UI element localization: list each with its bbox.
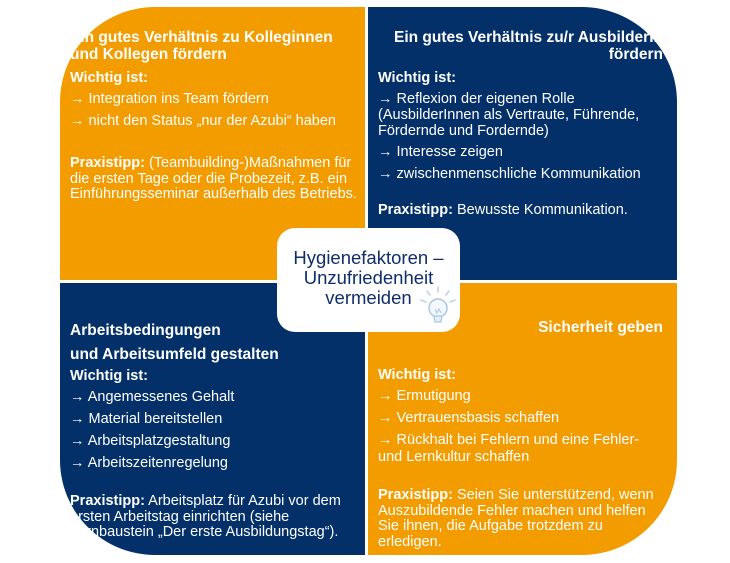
list-item: → Integration ins Team fördern — [70, 91, 269, 107]
tip-text: Arbeitsplatz für Azubi vor dem ersten Arbeitstag einrichten (siehe Lernbaustein „Der erste Ausbildungstag“). — [70, 493, 341, 540]
tip-label: Praxistipp: — [378, 202, 453, 218]
center-line: Hygienefaktoren – — [293, 247, 444, 268]
list-item: → Rückhalt bei Fehlern und eine Fehler- und Lernkultur schaffen — [378, 432, 640, 465]
quadrant-title: Sicherheit geben — [538, 319, 663, 336]
center-line: Unzufriedenheit — [303, 267, 434, 288]
list-item: → nicht den Status „nur der Azubi“ haben — [70, 113, 336, 129]
list-item: → Angemessenes Gehalt — [70, 389, 235, 405]
tip-text: Bewusste Kommunikation. — [452, 202, 628, 218]
list-item: → Vertrauensbasis schaffen — [378, 410, 560, 426]
tip-label: Praxistipp: — [378, 487, 453, 503]
quadrant-subtitle: Wichtig ist: — [378, 70, 457, 86]
tip-text: (Teambuilding-)Maßnahmen für die ersten Tage oder die Probezeit, z.B. ein Einführungsseminar außerhalb des Betriebs. — [70, 155, 357, 202]
quadrant-title-line2: und Arbeitsumfeld gestalten — [70, 346, 279, 363]
tip-label: Praxistipp: — [70, 493, 145, 509]
tip-text: Seien Sie unterstützend, wenn Auszubildende Fehler machen und helfen Sie ihnen, die Aufgabe trotzdem zu erledigen. — [378, 487, 654, 550]
practice-tip — [70, 156, 357, 203]
practice-tip — [70, 494, 357, 541]
lightbulb-icon — [418, 285, 458, 329]
quadrant-subtitle: Wichtig ist: — [70, 368, 149, 384]
practice-tip — [378, 488, 663, 550]
center-line: vermeiden — [325, 287, 412, 308]
quadrant-title-line1: Arbeitsbedingungen — [70, 322, 221, 339]
list-item: → Ermutigung — [378, 388, 471, 404]
quadrant-title: Ein gutes Verhältnis zu Kolleginnen und Kollegen fördern — [70, 29, 333, 63]
list-item: → Interesse zeigen — [378, 144, 503, 160]
list-item: → zwischenmenschliche Kommunikation — [378, 166, 641, 182]
list-item: → Material bereitstellen — [70, 411, 223, 427]
quadrant-title: Ein gutes Verhältnis zu/r AusbilderIn fördern — [393, 29, 663, 63]
practice-tip — [378, 203, 663, 219]
list-item: → Arbeitszeitenregelung — [70, 455, 228, 471]
tip-label: Praxistipp: — [70, 155, 145, 171]
list-item: → Arbeitsplatzgestaltung — [70, 433, 231, 449]
list-item: → Reflexion der eigenen Rolle (AusbilderInnen als Vertraute, Führende, Fördernde und Fordernde) — [378, 91, 640, 139]
quadrant-subtitle: Wichtig ist: — [378, 367, 457, 383]
quadrant-subtitle: Wichtig ist: — [70, 70, 149, 86]
